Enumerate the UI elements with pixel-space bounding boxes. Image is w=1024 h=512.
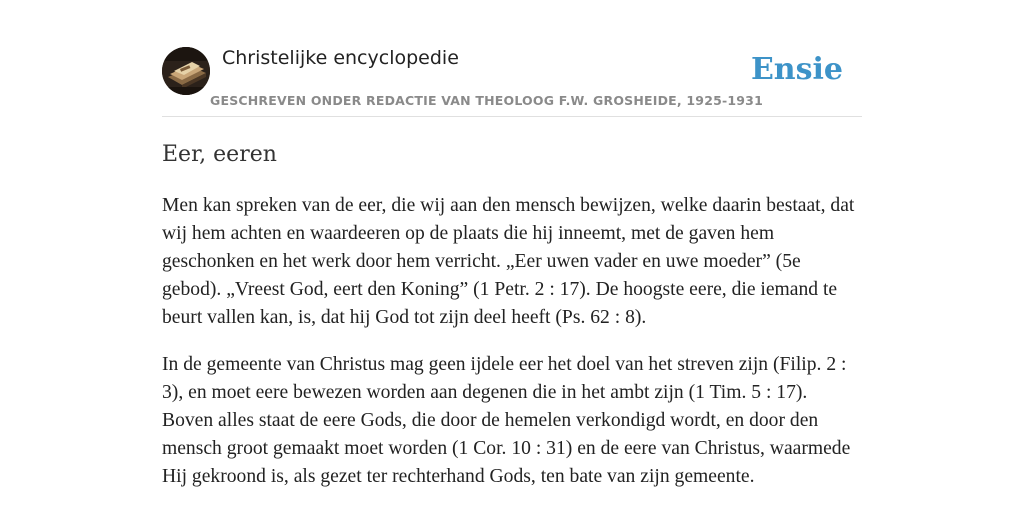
site-title[interactable]: Christelijke encyclopedie: [222, 47, 459, 69]
article-paragraph: Men kan spreken van de eer, die wij aan den mensch bewijzen, welke daarin bestaat, dat wij hem achten en waardeeren op de plaats die hij inneemt, met de gaven hem geschonken en het werk door hem verricht. „Eer uwen vader en uwe moeder” (5e gebod). „Vreest God, eert den Koning” (1 Petr. 2 : 17). De hoogste eere, die iemand te beurt vallen kan, is, dat hij God tot zijn deel heeft (Ps. 62 : 8).: [162, 195, 855, 328]
brand-logo[interactable]: Ensie: [750, 52, 843, 87]
encyclopedia-logo[interactable]: [162, 47, 210, 95]
book-stack-icon: [162, 47, 210, 95]
site-subtitle: GESCHREVEN ONDER REDACTIE VAN THEOLOOG F.W. GROSHEIDE, 1925-1931: [210, 93, 763, 108]
article-paragraph: In de gemeente van Christus mag geen ijdele eer het doel van het streven zijn (Filip. 2 : 3), en moet eere bewezen worden aan degenen die in het ambt zijn (1 Tim. 5 : 17). Boven alles staat de eere Gods, die door de hemelen verkondigd wordt, en door den mensch groot gemaakt moet worden (1 Cor. 10 : 31) en de eere van Christus, waarmede Hij gekroond is, als gezet ter rechterhand Gods, ten bate van zijn gemeente.: [162, 354, 851, 487]
article-title: Eer, eeren: [162, 142, 277, 167]
site-header: [162, 44, 862, 117]
article-body: [162, 192, 862, 510]
